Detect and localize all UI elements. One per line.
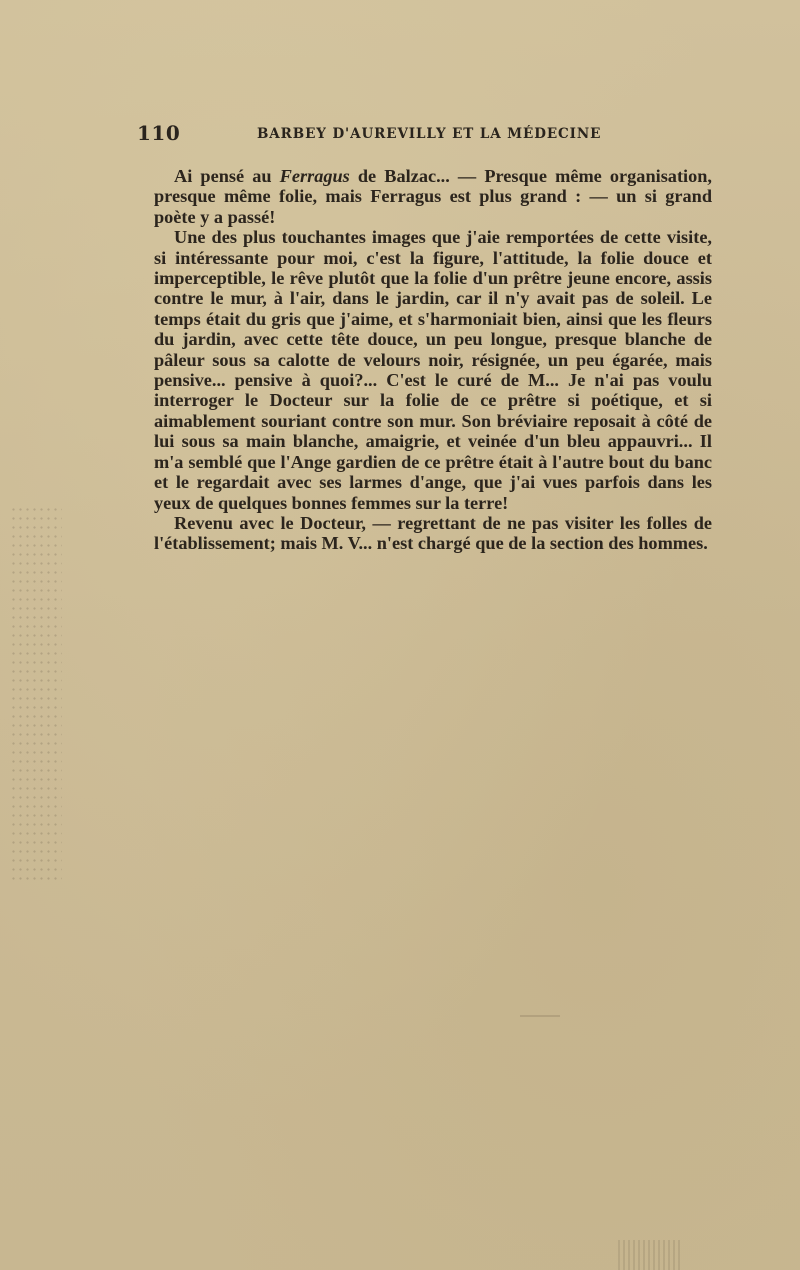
paragraph-1-post: de Balzac... — Presque même organisation, presque même folie, mais Ferragus est plus grand : — un si grand poète y a passé! — [154, 166, 712, 227]
page-edge-mark — [618, 1240, 682, 1270]
paragraph-1 — [154, 166, 712, 227]
page-header — [137, 121, 637, 147]
running-head: BARBEY D'AUREVILLY ET LA MÉDECINE — [257, 126, 602, 142]
paragraph-1-italic-title: Ferragus — [279, 166, 350, 186]
paragraph-3: Revenu avec le Docteur, — regrettant de ne pas visiter les folles de l'établissement; mais M. V... n'est chargé que de la section des hommes. — [154, 512, 712, 554]
paper-speckle — [10, 505, 62, 880]
paper-crease — [520, 1015, 560, 1017]
body-text — [154, 166, 712, 554]
page-number: 110 — [137, 121, 181, 145]
paragraph-1-pre: Ai pensé au — [174, 166, 280, 186]
paragraph-2: Une des plus touchantes images que j'aie remportées de cette visite, si intéressante pour moi, c'est la figure, l'attitude, la folie douce et imperceptible, le rêve plutôt que la folie d'un prêtre jeune encore, assis contre le mur, à l'air, dans le jardin, car il n'y avait pas de soleil. Le temps était du gris que j'aime, et s'harmoniait bien, ainsi que les fleurs du jardin, avec cette tête douce, un peu longue, presque blanche de pâleur sous sa calotte de velours noir, résignée, un peu égarée, mais pensive... pensive à quoi?... C'est le curé de M... Je n'ai pas voulu interroger le Docteur sur la folie de ce prêtre si poétique, et si aimablement souriant contre son mur. Son bréviaire reposait à côté de lui sous sa main blanche, amaigrie, et veinée d'un bleu appauvri... Il m'a semblé que l'Ange gardien de ce prêtre était à l'autre bout du banc et le regardait avec ses larmes d'ange, que j'ai vues parfois dans les yeux de quelques bonnes femmes sur la terre! — [154, 227, 712, 513]
